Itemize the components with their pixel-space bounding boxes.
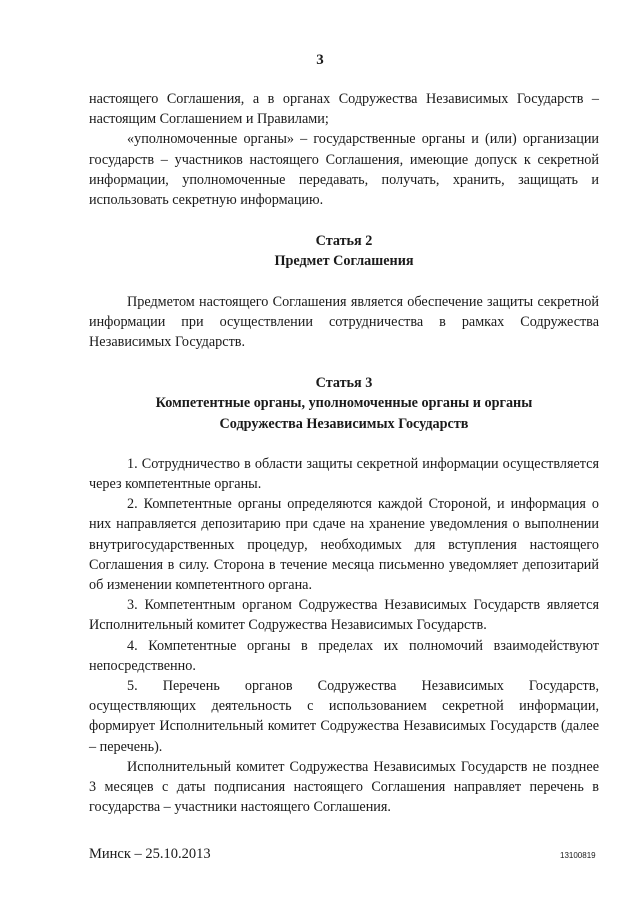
- article-3-paragraph-5: 5. Перечень органов Содружества Независимых Государств, осуществляющих деятельность с использованием секретной информации, формирует Исполнительный комитет Содружества Независимых Государств (далее – перечень).: [89, 678, 599, 755]
- article-3-title-line-1: Компетентные органы, уполномоченные органы и органы: [155, 395, 533, 412]
- article-3-number: Статья 3: [315, 375, 373, 392]
- intro-paragraph: настоящего Соглашения, а в органах Содружества Независимых Государств – настоящим Соглашением и Правилами;: [89, 91, 599, 128]
- article-3-paragraph-4: 4. Компетентные органы в пределах их полномочий взаимодействуют непосредственно.: [89, 637, 599, 674]
- article-3-paragraph-1: 1. Сотрудничество в области защиты секретной информации осуществляется через компетентные органы.: [89, 455, 599, 493]
- footer-doc-code: 13100819: [560, 851, 596, 860]
- article-2-number: Статья 2: [315, 233, 373, 250]
- document-body: [89, 89, 599, 818]
- article-3-paragraph-6: Исполнительный комитет Содружества Независимых Государств не позднее 3 месяцев с даты подписания настоящего Соглашения направляет перечень в государства – участники настоящего Соглашения.: [89, 758, 599, 816]
- footer-place-date: Минск – 25.10.2013: [89, 846, 211, 862]
- page-number: 3: [316, 52, 324, 68]
- article-3-title-line-2: Содружества Независимых Государств: [219, 415, 469, 432]
- article-3-paragraph-3: 3. Компетентным органом Содружества Независимых Государств является Исполнительный комитет Содружества Независимых Государств.: [89, 597, 599, 634]
- article-3-paragraph-2: 2. Компетентные органы определяются каждой Стороной, и информация о них направляется депозитарию при сдаче на хранение уведомления о выполнении внутригосударственных процедур, необходимых для вступления настоящего Соглашения в силу. Сторона в течение месяца письменно уведомляет депозитарий об изменении компетентного органа.: [89, 496, 599, 594]
- authorized-bodies-definition: «уполномоченные органы» – государственные органы и (или) организации государств – участников настоящего Соглашения, имеющие допуск к секретной информации, уполномоченные передавать, получать, хранить, защищать и использовать секретную информацию.: [89, 131, 599, 209]
- article-2-title: Предмет Соглашения: [274, 253, 414, 270]
- article-2-text: Предметом настоящего Соглашения является обеспечение защиты секретной информации при осуществлении сотрудничества в рамках Содружества Независимых Государств.: [89, 293, 599, 351]
